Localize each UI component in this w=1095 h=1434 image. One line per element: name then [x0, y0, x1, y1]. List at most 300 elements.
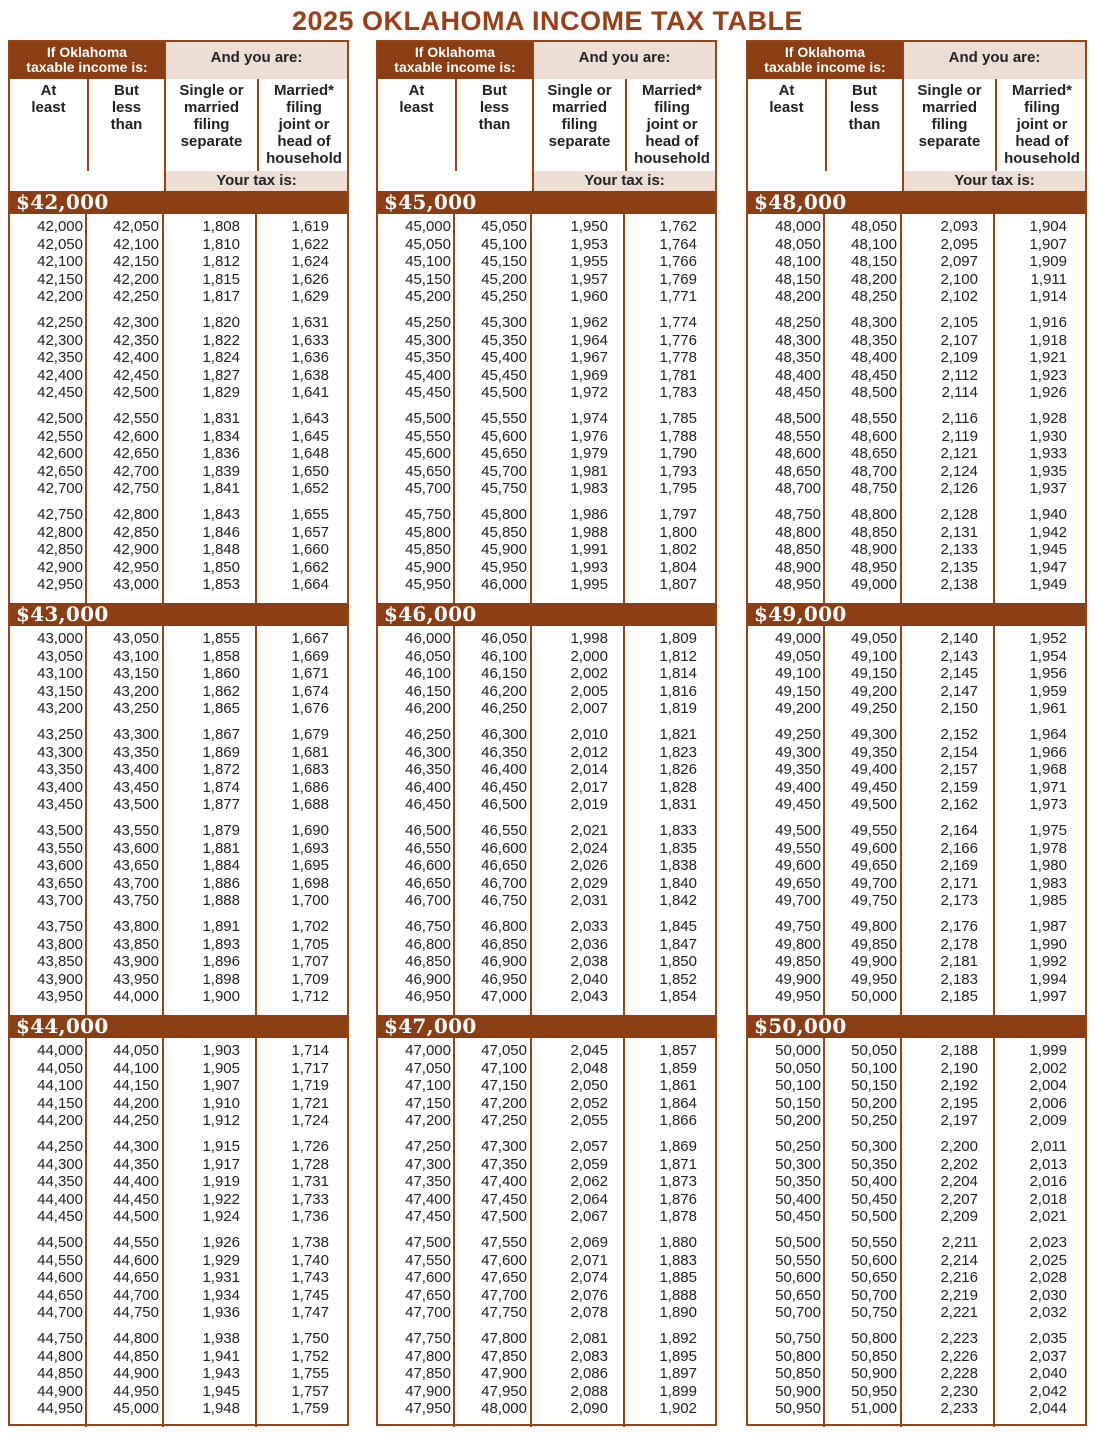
header-line: less — [479, 99, 510, 116]
table-row — [748, 506, 1085, 524]
table-row — [378, 796, 715, 814]
single-tax-cell: 2,081 — [570, 1330, 608, 1347]
single-tax-cell: 2,033 — [570, 918, 608, 935]
header-line: Single or — [547, 82, 612, 99]
but-less-than-cell: 47,050 — [481, 1042, 527, 1059]
but-less-than-cell: 47,700 — [481, 1286, 527, 1304]
but-less-than-cell: 44,800 — [113, 1330, 159, 1347]
at-least-cell: 42,600 — [37, 445, 83, 462]
at-least-cell: 43,350 — [37, 761, 83, 778]
married-tax-cell: 1,959 — [1029, 682, 1067, 700]
at-least-cell: 43,550 — [37, 839, 83, 857]
single-tax-cell: 2,000 — [570, 647, 608, 665]
but-less-than-cell: 44,050 — [113, 1042, 159, 1059]
married-tax-cell: 1,831 — [659, 796, 697, 813]
but-less-than-cell: 49,350 — [851, 743, 897, 761]
table-row — [10, 1138, 347, 1156]
but-less-than-cell: 44,150 — [113, 1077, 159, 1094]
single-tax-cell: 2,043 — [570, 988, 608, 1005]
single-tax-cell: 1,957 — [570, 270, 608, 288]
table-row — [10, 367, 347, 385]
at-least-cell: 47,400 — [405, 1190, 451, 1208]
but-less-than-cell: 45,100 — [481, 235, 527, 253]
but-less-than-cell: 50,450 — [851, 1190, 897, 1208]
single-tax-cell: 2,086 — [570, 1365, 608, 1382]
table-row — [378, 271, 715, 289]
single-tax-cell: 2,021 — [570, 822, 608, 839]
table-row — [748, 918, 1085, 936]
married-tax-cell: 1,790 — [659, 445, 697, 462]
single-tax-cell: 2,121 — [940, 445, 978, 462]
header-line: head of — [277, 133, 331, 150]
at-least-cell: 43,050 — [37, 647, 83, 665]
but-less-than-cell: 50,300 — [851, 1138, 897, 1155]
single-tax-cell: 1,915 — [202, 1138, 240, 1155]
single-tax-cell: 1,983 — [570, 480, 608, 497]
single-tax-cell: 1,967 — [570, 349, 608, 366]
table-row — [10, 1365, 347, 1383]
married-tax-cell: 1,983 — [1029, 874, 1067, 892]
at-least-cell: 47,150 — [405, 1094, 451, 1112]
at-least-cell: 42,800 — [37, 523, 83, 541]
single-tax-cell: 1,822 — [202, 331, 240, 349]
at-least-cell: 43,500 — [37, 822, 83, 839]
married-tax-cell: 1,795 — [659, 480, 697, 497]
single-tax-cell: 1,862 — [202, 682, 240, 700]
table-row — [378, 761, 715, 779]
single-tax-cell: 1,969 — [570, 366, 608, 384]
at-least-cell: 42,300 — [37, 331, 83, 349]
but-less-than-cell: 44,450 — [113, 1190, 159, 1208]
table-row — [748, 648, 1085, 666]
married-tax-cell: 1,671 — [291, 665, 329, 682]
table-row — [378, 367, 715, 385]
married-tax-cell: 1,769 — [659, 270, 697, 288]
but-less-than-cell: 44,350 — [113, 1155, 159, 1173]
table-row — [748, 1112, 1085, 1130]
at-least-cell: 47,550 — [405, 1251, 451, 1269]
married-tax-cell: 1,766 — [659, 253, 697, 270]
but-less-than-cell: 44,750 — [113, 1304, 159, 1321]
table-row — [378, 1269, 715, 1287]
single-tax-cell: 2,031 — [570, 892, 608, 909]
but-less-than-cell: 43,850 — [113, 935, 159, 953]
married-tax-cell: 1,997 — [1029, 988, 1067, 1005]
header-line: filing — [561, 116, 598, 133]
at-least-cell: 47,200 — [405, 1112, 451, 1129]
single-tax-cell: 1,824 — [202, 349, 240, 366]
column-header-married — [625, 79, 717, 171]
your-tax-is-label: Your tax is: — [164, 171, 347, 191]
single-tax-cell: 2,128 — [940, 506, 978, 523]
but-less-than-cell: 50,550 — [851, 1234, 897, 1251]
but-less-than-cell: 49,500 — [851, 796, 897, 813]
table-row — [10, 936, 347, 954]
at-least-cell: 48,650 — [775, 462, 821, 480]
but-less-than-cell: 50,650 — [851, 1269, 897, 1286]
at-least-cell: 42,850 — [37, 541, 83, 558]
at-least-cell: 45,800 — [405, 523, 451, 541]
table-row — [378, 648, 715, 666]
but-less-than-cell: 44,300 — [113, 1138, 159, 1155]
table-row — [378, 541, 715, 559]
but-less-than-cell: 50,250 — [851, 1112, 897, 1129]
table-row — [748, 761, 1085, 779]
at-least-cell: 42,250 — [37, 314, 83, 331]
single-tax-cell: 1,993 — [570, 558, 608, 576]
single-tax-cell: 2,090 — [570, 1400, 608, 1417]
column-header-married — [257, 79, 349, 171]
but-less-than-cell: 44,600 — [113, 1251, 159, 1269]
table-row — [10, 971, 347, 989]
married-tax-cell: 2,040 — [1029, 1365, 1067, 1382]
at-least-cell: 50,550 — [775, 1251, 821, 1269]
table-row — [748, 463, 1085, 481]
table-row — [378, 1234, 715, 1252]
married-tax-cell: 1,961 — [1029, 700, 1067, 717]
table-row — [10, 1400, 347, 1418]
but-less-than-cell: 49,650 — [851, 857, 897, 874]
but-less-than-cell: 50,400 — [851, 1173, 897, 1190]
married-tax-cell: 1,690 — [291, 822, 329, 839]
at-least-cell: 49,950 — [775, 988, 821, 1005]
table-row — [748, 576, 1085, 594]
header-line: joint or — [1016, 116, 1068, 133]
at-least-cell: 47,800 — [405, 1347, 451, 1365]
single-tax-cell: 2,052 — [570, 1094, 608, 1112]
single-tax-cell: 2,010 — [570, 726, 608, 743]
at-least-cell: 49,600 — [775, 857, 821, 874]
married-tax-cell: 1,999 — [1029, 1042, 1067, 1059]
married-tax-cell: 1,904 — [1029, 218, 1067, 235]
header-line: filing — [193, 116, 230, 133]
married-tax-cell: 1,788 — [659, 427, 697, 445]
at-least-cell: 47,000 — [405, 1042, 451, 1059]
table-row — [378, 1252, 715, 1270]
column-header-single — [164, 79, 257, 171]
table-row — [748, 892, 1085, 910]
at-least-cell: 42,550 — [37, 427, 83, 445]
single-tax-cell: 2,112 — [941, 366, 978, 384]
single-tax-cell: 1,898 — [202, 970, 240, 988]
at-least-cell: 50,600 — [775, 1269, 821, 1286]
married-tax-cell: 1,850 — [659, 953, 697, 970]
but-less-than-cell: 50,900 — [851, 1365, 897, 1382]
married-tax-cell: 1,636 — [291, 349, 329, 366]
single-tax-cell: 2,124 — [940, 462, 978, 480]
header-line: married — [551, 99, 608, 116]
married-tax-cell: 1,807 — [659, 576, 697, 593]
married-tax-cell: 1,747 — [291, 1304, 329, 1321]
at-least-cell: 45,900 — [405, 558, 451, 576]
at-least-cell: 44,650 — [37, 1286, 83, 1304]
table-row — [748, 1330, 1085, 1348]
income-section — [378, 603, 715, 1015]
at-least-cell: 48,500 — [775, 410, 821, 427]
married-tax-cell: 1,674 — [291, 682, 329, 700]
table-row — [748, 349, 1085, 367]
at-least-cell: 45,050 — [405, 235, 451, 253]
table-row — [10, 332, 347, 350]
table-row — [378, 1383, 715, 1401]
married-tax-cell: 1,826 — [659, 761, 697, 778]
but-less-than-cell: 44,000 — [113, 988, 159, 1005]
at-least-cell: 43,950 — [37, 988, 83, 1005]
single-tax-cell: 2,059 — [570, 1155, 608, 1173]
at-least-cell: 50,450 — [775, 1208, 821, 1225]
married-tax-cell: 1,994 — [1029, 970, 1067, 988]
at-least-cell: 49,200 — [775, 700, 821, 717]
single-tax-cell: 2,173 — [940, 892, 978, 909]
single-tax-cell: 2,069 — [570, 1234, 608, 1251]
married-tax-cell: 1,845 — [659, 918, 697, 935]
at-least-cell: 45,250 — [405, 314, 451, 331]
married-tax-cell: 1,757 — [291, 1382, 329, 1400]
header-line: household — [634, 150, 710, 167]
married-tax-cell: 1,797 — [659, 506, 697, 523]
at-least-cell: 46,600 — [405, 857, 451, 874]
but-less-than-cell: 42,150 — [113, 253, 159, 270]
income-section — [10, 603, 347, 1015]
single-tax-cell: 2,154 — [940, 743, 978, 761]
married-tax-cell: 1,778 — [659, 349, 697, 366]
section-rows — [378, 214, 715, 603]
married-tax-cell: 2,002 — [1029, 1059, 1067, 1077]
table-row — [10, 410, 347, 428]
married-tax-cell: 1,985 — [1029, 892, 1067, 909]
single-tax-cell: 2,064 — [570, 1190, 608, 1208]
but-less-than-cell: 49,050 — [851, 630, 897, 647]
table-row — [378, 1042, 715, 1060]
married-tax-cell: 1,973 — [1029, 796, 1067, 813]
single-tax-cell: 2,138 — [940, 576, 978, 593]
but-less-than-cell: 44,100 — [113, 1059, 159, 1077]
at-least-cell: 42,350 — [37, 349, 83, 366]
but-less-than-cell: 42,500 — [113, 384, 159, 401]
married-tax-cell: 1,880 — [659, 1234, 697, 1251]
header-line: joint or — [646, 116, 698, 133]
table-row — [10, 1042, 347, 1060]
single-tax-cell: 2,131 — [940, 523, 978, 541]
but-less-than-cell: 45,050 — [481, 218, 527, 235]
at-least-cell: 49,900 — [775, 970, 821, 988]
at-least-cell: 46,900 — [405, 970, 451, 988]
table-row — [10, 463, 347, 481]
married-tax-cell: 1,724 — [291, 1112, 329, 1129]
single-tax-cell: 1,858 — [202, 647, 240, 665]
but-less-than-cell: 48,650 — [851, 445, 897, 462]
but-less-than-cell: 50,800 — [851, 1330, 897, 1347]
header-line: less — [111, 99, 142, 116]
single-tax-cell: 1,808 — [202, 218, 240, 235]
married-tax-cell: 1,914 — [1029, 288, 1067, 305]
section-heading: $42,000 — [10, 191, 347, 214]
at-least-cell: 48,300 — [775, 331, 821, 349]
table-row — [748, 1252, 1085, 1270]
at-least-cell: 46,050 — [405, 647, 451, 665]
at-least-cell: 44,200 — [37, 1112, 83, 1129]
at-least-cell: 46,250 — [405, 726, 451, 743]
at-least-cell: 49,250 — [775, 726, 821, 743]
header-spacer — [378, 171, 532, 191]
table-row — [10, 559, 347, 577]
header-line: least — [399, 99, 434, 116]
married-tax-cell: 1,956 — [1029, 665, 1067, 682]
single-tax-cell: 2,002 — [570, 665, 608, 682]
column-header-but-less-than — [87, 79, 164, 171]
married-tax-cell: 1,776 — [659, 331, 697, 349]
table-row — [748, 480, 1085, 498]
married-tax-cell: 1,990 — [1029, 935, 1067, 953]
table-row — [10, 761, 347, 779]
single-tax-cell: 2,169 — [940, 857, 978, 874]
at-least-cell: 42,950 — [37, 576, 83, 593]
married-tax-cell: 1,633 — [291, 331, 329, 349]
but-less-than-cell: 47,750 — [481, 1304, 527, 1321]
at-least-cell: 49,100 — [775, 665, 821, 682]
but-less-than-cell: 49,250 — [851, 700, 897, 717]
but-less-than-cell: 42,750 — [113, 480, 159, 497]
but-less-than-cell: 50,500 — [851, 1208, 897, 1225]
married-tax-cell: 1,700 — [291, 892, 329, 909]
header-line: taxable income is: — [26, 59, 148, 75]
but-less-than-cell: 45,200 — [481, 270, 527, 288]
married-tax-cell: 1,626 — [291, 270, 329, 288]
married-tax-cell: 2,016 — [1029, 1173, 1067, 1190]
married-tax-cell: 1,847 — [659, 935, 697, 953]
at-least-cell: 46,300 — [405, 743, 451, 761]
table-row — [748, 857, 1085, 875]
table-row — [748, 1156, 1085, 1174]
married-tax-cell: 2,030 — [1029, 1286, 1067, 1304]
column-header-single — [532, 79, 625, 171]
married-tax-cell: 1,738 — [291, 1234, 329, 1251]
married-tax-cell: 2,023 — [1029, 1234, 1067, 1251]
single-tax-cell: 1,953 — [570, 235, 608, 253]
header-line: than — [478, 116, 511, 133]
table-row — [10, 428, 347, 446]
but-less-than-cell: 42,050 — [113, 218, 159, 235]
married-tax-cell: 1,821 — [659, 726, 697, 743]
married-tax-cell: 1,686 — [291, 778, 329, 796]
single-tax-cell: 2,228 — [940, 1365, 978, 1382]
but-less-than-cell: 45,750 — [481, 480, 527, 497]
at-least-cell: 49,750 — [775, 918, 821, 935]
header-line: filing — [654, 99, 690, 116]
single-tax-cell: 1,817 — [202, 288, 240, 305]
married-tax-cell: 1,774 — [659, 314, 697, 331]
married-tax-cell: 1,731 — [291, 1173, 329, 1190]
table-row — [10, 840, 347, 858]
single-tax-cell: 1,827 — [202, 366, 240, 384]
at-least-cell: 50,150 — [775, 1094, 821, 1112]
income-section — [748, 1015, 1085, 1427]
table-row — [10, 700, 347, 718]
married-tax-cell: 1,771 — [659, 288, 697, 305]
at-least-cell: 44,450 — [37, 1208, 83, 1225]
married-tax-cell: 1,655 — [291, 506, 329, 523]
at-least-cell: 46,400 — [405, 778, 451, 796]
but-less-than-cell: 48,550 — [851, 410, 897, 427]
table-row — [10, 506, 347, 524]
but-less-than-cell: 42,950 — [113, 558, 159, 576]
but-less-than-cell: 49,000 — [851, 576, 897, 593]
table-row — [748, 683, 1085, 701]
header-line: But — [114, 82, 139, 99]
table-row — [748, 559, 1085, 577]
but-less-than-cell: 46,650 — [481, 857, 527, 874]
single-tax-cell: 2,166 — [940, 839, 978, 857]
married-tax-cell: 1,619 — [291, 218, 329, 235]
single-tax-cell: 2,102 — [940, 288, 978, 305]
table-row — [10, 988, 347, 1006]
but-less-than-cell: 44,550 — [113, 1234, 159, 1251]
single-tax-cell: 2,197 — [940, 1112, 978, 1129]
but-less-than-cell: 45,600 — [481, 427, 527, 445]
but-less-than-cell: 43,250 — [113, 700, 159, 717]
at-least-cell: 45,500 — [405, 410, 451, 427]
married-tax-cell: 1,857 — [659, 1042, 697, 1059]
married-tax-cell: 1,835 — [659, 839, 697, 857]
single-tax-cell: 1,891 — [202, 918, 240, 935]
table-row — [10, 314, 347, 332]
married-tax-cell: 1,717 — [291, 1059, 329, 1077]
but-less-than-cell: 49,300 — [851, 726, 897, 743]
table-row — [10, 218, 347, 236]
single-tax-cell: 2,157 — [940, 761, 978, 778]
married-tax-cell: 1,764 — [659, 235, 697, 253]
table-row — [378, 332, 715, 350]
married-tax-cell: 1,648 — [291, 445, 329, 462]
at-least-cell: 45,100 — [405, 253, 451, 270]
at-least-cell: 47,950 — [405, 1400, 451, 1417]
single-tax-cell: 1,867 — [202, 726, 240, 743]
single-tax-cell: 1,948 — [202, 1400, 240, 1417]
married-tax-cell: 1,964 — [1029, 726, 1067, 743]
table-row — [10, 630, 347, 648]
but-less-than-cell: 46,100 — [481, 647, 527, 665]
married-tax-cell: 2,013 — [1029, 1155, 1067, 1173]
at-least-cell: 43,850 — [37, 953, 83, 970]
single-tax-cell: 2,226 — [940, 1347, 978, 1365]
married-tax-cell: 1,819 — [659, 700, 697, 717]
at-least-cell: 48,950 — [775, 576, 821, 593]
at-least-cell: 42,150 — [37, 270, 83, 288]
but-less-than-cell: 43,650 — [113, 857, 159, 874]
but-less-than-cell: 46,900 — [481, 953, 527, 970]
table-row — [378, 1365, 715, 1383]
table-row — [10, 779, 347, 797]
income-section — [748, 603, 1085, 1015]
married-tax-cell: 1,804 — [659, 558, 697, 576]
at-least-cell: 48,900 — [775, 558, 821, 576]
single-tax-cell: 2,119 — [941, 427, 978, 445]
single-tax-cell: 1,853 — [202, 576, 240, 593]
at-least-cell: 50,200 — [775, 1112, 821, 1129]
table-row — [748, 288, 1085, 306]
married-tax-cell: 1,709 — [291, 970, 329, 988]
table-row — [10, 857, 347, 875]
table-row — [748, 1173, 1085, 1191]
but-less-than-cell: 46,600 — [481, 839, 527, 857]
married-tax-cell: 1,736 — [291, 1208, 329, 1225]
married-tax-cell: 1,935 — [1029, 462, 1067, 480]
married-tax-cell: 1,688 — [291, 796, 329, 813]
at-least-cell: 45,150 — [405, 270, 451, 288]
section-rows — [10, 1038, 347, 1427]
married-tax-cell: 1,899 — [659, 1382, 697, 1400]
but-less-than-cell: 43,600 — [113, 839, 159, 857]
